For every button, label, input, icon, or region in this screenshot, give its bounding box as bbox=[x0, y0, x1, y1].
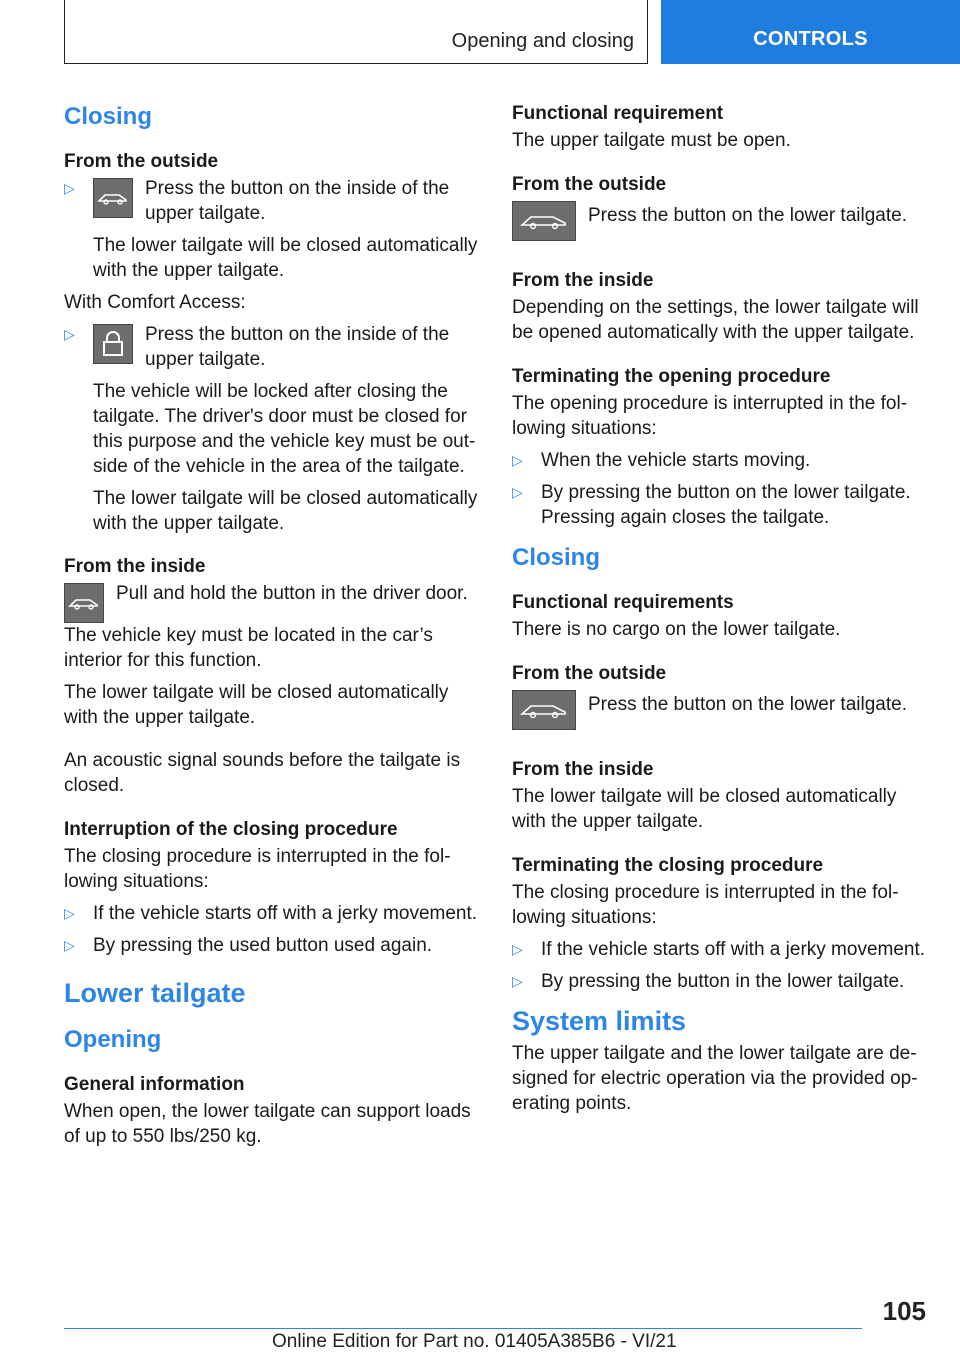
footer-edition: Online Edition for Part no. 01405A385B6 - VI/21 bbox=[272, 1331, 677, 1352]
system-limits-heading: System limits bbox=[512, 1006, 687, 1036]
left-column bbox=[64, 100, 482, 1156]
outside-text: Press the button on the lower tailgate. bbox=[588, 205, 907, 226]
comfort-note-2: The lower tailgate will be closed automatically with the upper tailgate. bbox=[93, 488, 478, 534]
inside-text-2: The vehicle key must be located in the car’s interior for this function. bbox=[64, 625, 433, 671]
interruption-heading: Interruption of the closing procedure bbox=[64, 819, 398, 840]
interruption-list bbox=[64, 901, 482, 958]
functional-requirements-text: There is no cargo on the lower tailgate. bbox=[512, 619, 841, 640]
lower-tailgate-heading: Lower tailgate bbox=[64, 978, 246, 1008]
from-inside-heading: From the inside bbox=[512, 270, 654, 291]
comfort-list bbox=[64, 322, 482, 536]
lock-icon bbox=[93, 324, 133, 364]
closing-heading: Closing bbox=[512, 544, 600, 571]
car-tailgate-icon bbox=[512, 690, 576, 730]
from-inside-heading: From the inside bbox=[64, 556, 206, 577]
inside-text-3: The lower tailgate will be closed automatically with the upper tailgate. bbox=[64, 682, 449, 728]
general-info-heading: General information bbox=[64, 1074, 245, 1095]
list-item: ▷ By pressing the button in the lower tailgate. bbox=[512, 969, 932, 994]
system-limits-text: The upper tailgate and the lower tailgate are de-signed for electric operation via the provided op-erating points. bbox=[512, 1043, 918, 1114]
inside-text-1: Pull and hold the button in the driver door. bbox=[116, 583, 468, 604]
functional-requirement-heading: Functional requirement bbox=[512, 103, 724, 124]
outside-item-note: The lower tailgate will be closed automatically with the upper tailgate. bbox=[93, 235, 478, 281]
terminating-closing-text: The closing procedure is interrupted in the fol-lowing situations: bbox=[512, 882, 899, 928]
comfort-note-1: The vehicle will be locked after closing the tailgate. The driver's door must be closed for this purpose and the vehicle key must be out-side of the vehicle in the area of the tailgate. bbox=[93, 381, 476, 477]
general-info-text: When open, the lower tailgate can support loads of up to 550 lbs/250 kg. bbox=[64, 1101, 471, 1147]
terminating-closing-list bbox=[512, 937, 932, 994]
header-section-title: Opening and closing bbox=[451, 30, 634, 52]
from-inside-heading: From the inside bbox=[512, 759, 654, 780]
outside-item-text: ▷ Press the button on the inside of the upper tailgate. bbox=[145, 178, 450, 224]
opening-heading: Opening bbox=[64, 1026, 162, 1053]
closing-heading: Closing bbox=[64, 103, 152, 130]
terminating-opening-text: The opening procedure is interrupted in the fol-lowing situations: bbox=[512, 393, 908, 439]
outside-text: Press the button on the lower tailgate. bbox=[588, 694, 907, 715]
list-item: ▷ By pressing the used button used again. bbox=[64, 933, 482, 958]
terminating-opening-list bbox=[512, 448, 932, 530]
from-outside-heading: From the outside bbox=[64, 151, 219, 172]
list-item: ▷ If the vehicle starts off with a jerky movement. bbox=[64, 901, 482, 926]
comfort-item-text: ▷ Press the button on the inside of the upper tailgate. bbox=[145, 324, 450, 370]
car-tailgate-icon bbox=[64, 583, 104, 623]
functional-requirements-heading: Functional requirements bbox=[512, 592, 734, 613]
inside-text: The lower tailgate will be closed automatically with the upper tailgate. bbox=[512, 786, 897, 832]
list-item: ▷ If the vehicle starts off with a jerky movement. bbox=[512, 937, 932, 962]
car-tailgate-icon bbox=[93, 178, 133, 218]
outside-list bbox=[64, 176, 482, 283]
list-item bbox=[64, 322, 482, 536]
footer-divider bbox=[64, 1328, 862, 1329]
car-tailgate-icon bbox=[512, 201, 576, 241]
acoustic-text: An acoustic signal sounds before the tailgate is closed. bbox=[64, 750, 461, 796]
list-item: ▷ When the vehicle starts moving. bbox=[512, 448, 932, 473]
from-outside-heading: From the outside bbox=[512, 663, 667, 684]
list-item: ▷ By pressing the button on the lower tailgate. Pressing again closes the tailgate. bbox=[512, 480, 932, 530]
terminating-opening-heading: Terminating the opening procedure bbox=[512, 366, 831, 387]
header-tab-controls[interactable]: CONTROLS bbox=[661, 0, 960, 64]
page-number: 105 bbox=[882, 1296, 926, 1326]
functional-requirement-text: The upper tailgate must be open. bbox=[512, 130, 791, 151]
from-outside-heading: From the outside bbox=[512, 174, 667, 195]
inside-text: Depending on the settings, the lower tailgate will be opened automatically with the upper tailgate. bbox=[512, 297, 919, 343]
interruption-text: The closing procedure is interrupted in the fol-lowing situations: bbox=[64, 846, 451, 892]
terminating-closing-heading: Terminating the closing procedure bbox=[512, 855, 824, 876]
right-column bbox=[512, 100, 932, 1123]
list-item bbox=[64, 176, 482, 283]
comfort-access-label: With Comfort Access: bbox=[64, 292, 246, 313]
